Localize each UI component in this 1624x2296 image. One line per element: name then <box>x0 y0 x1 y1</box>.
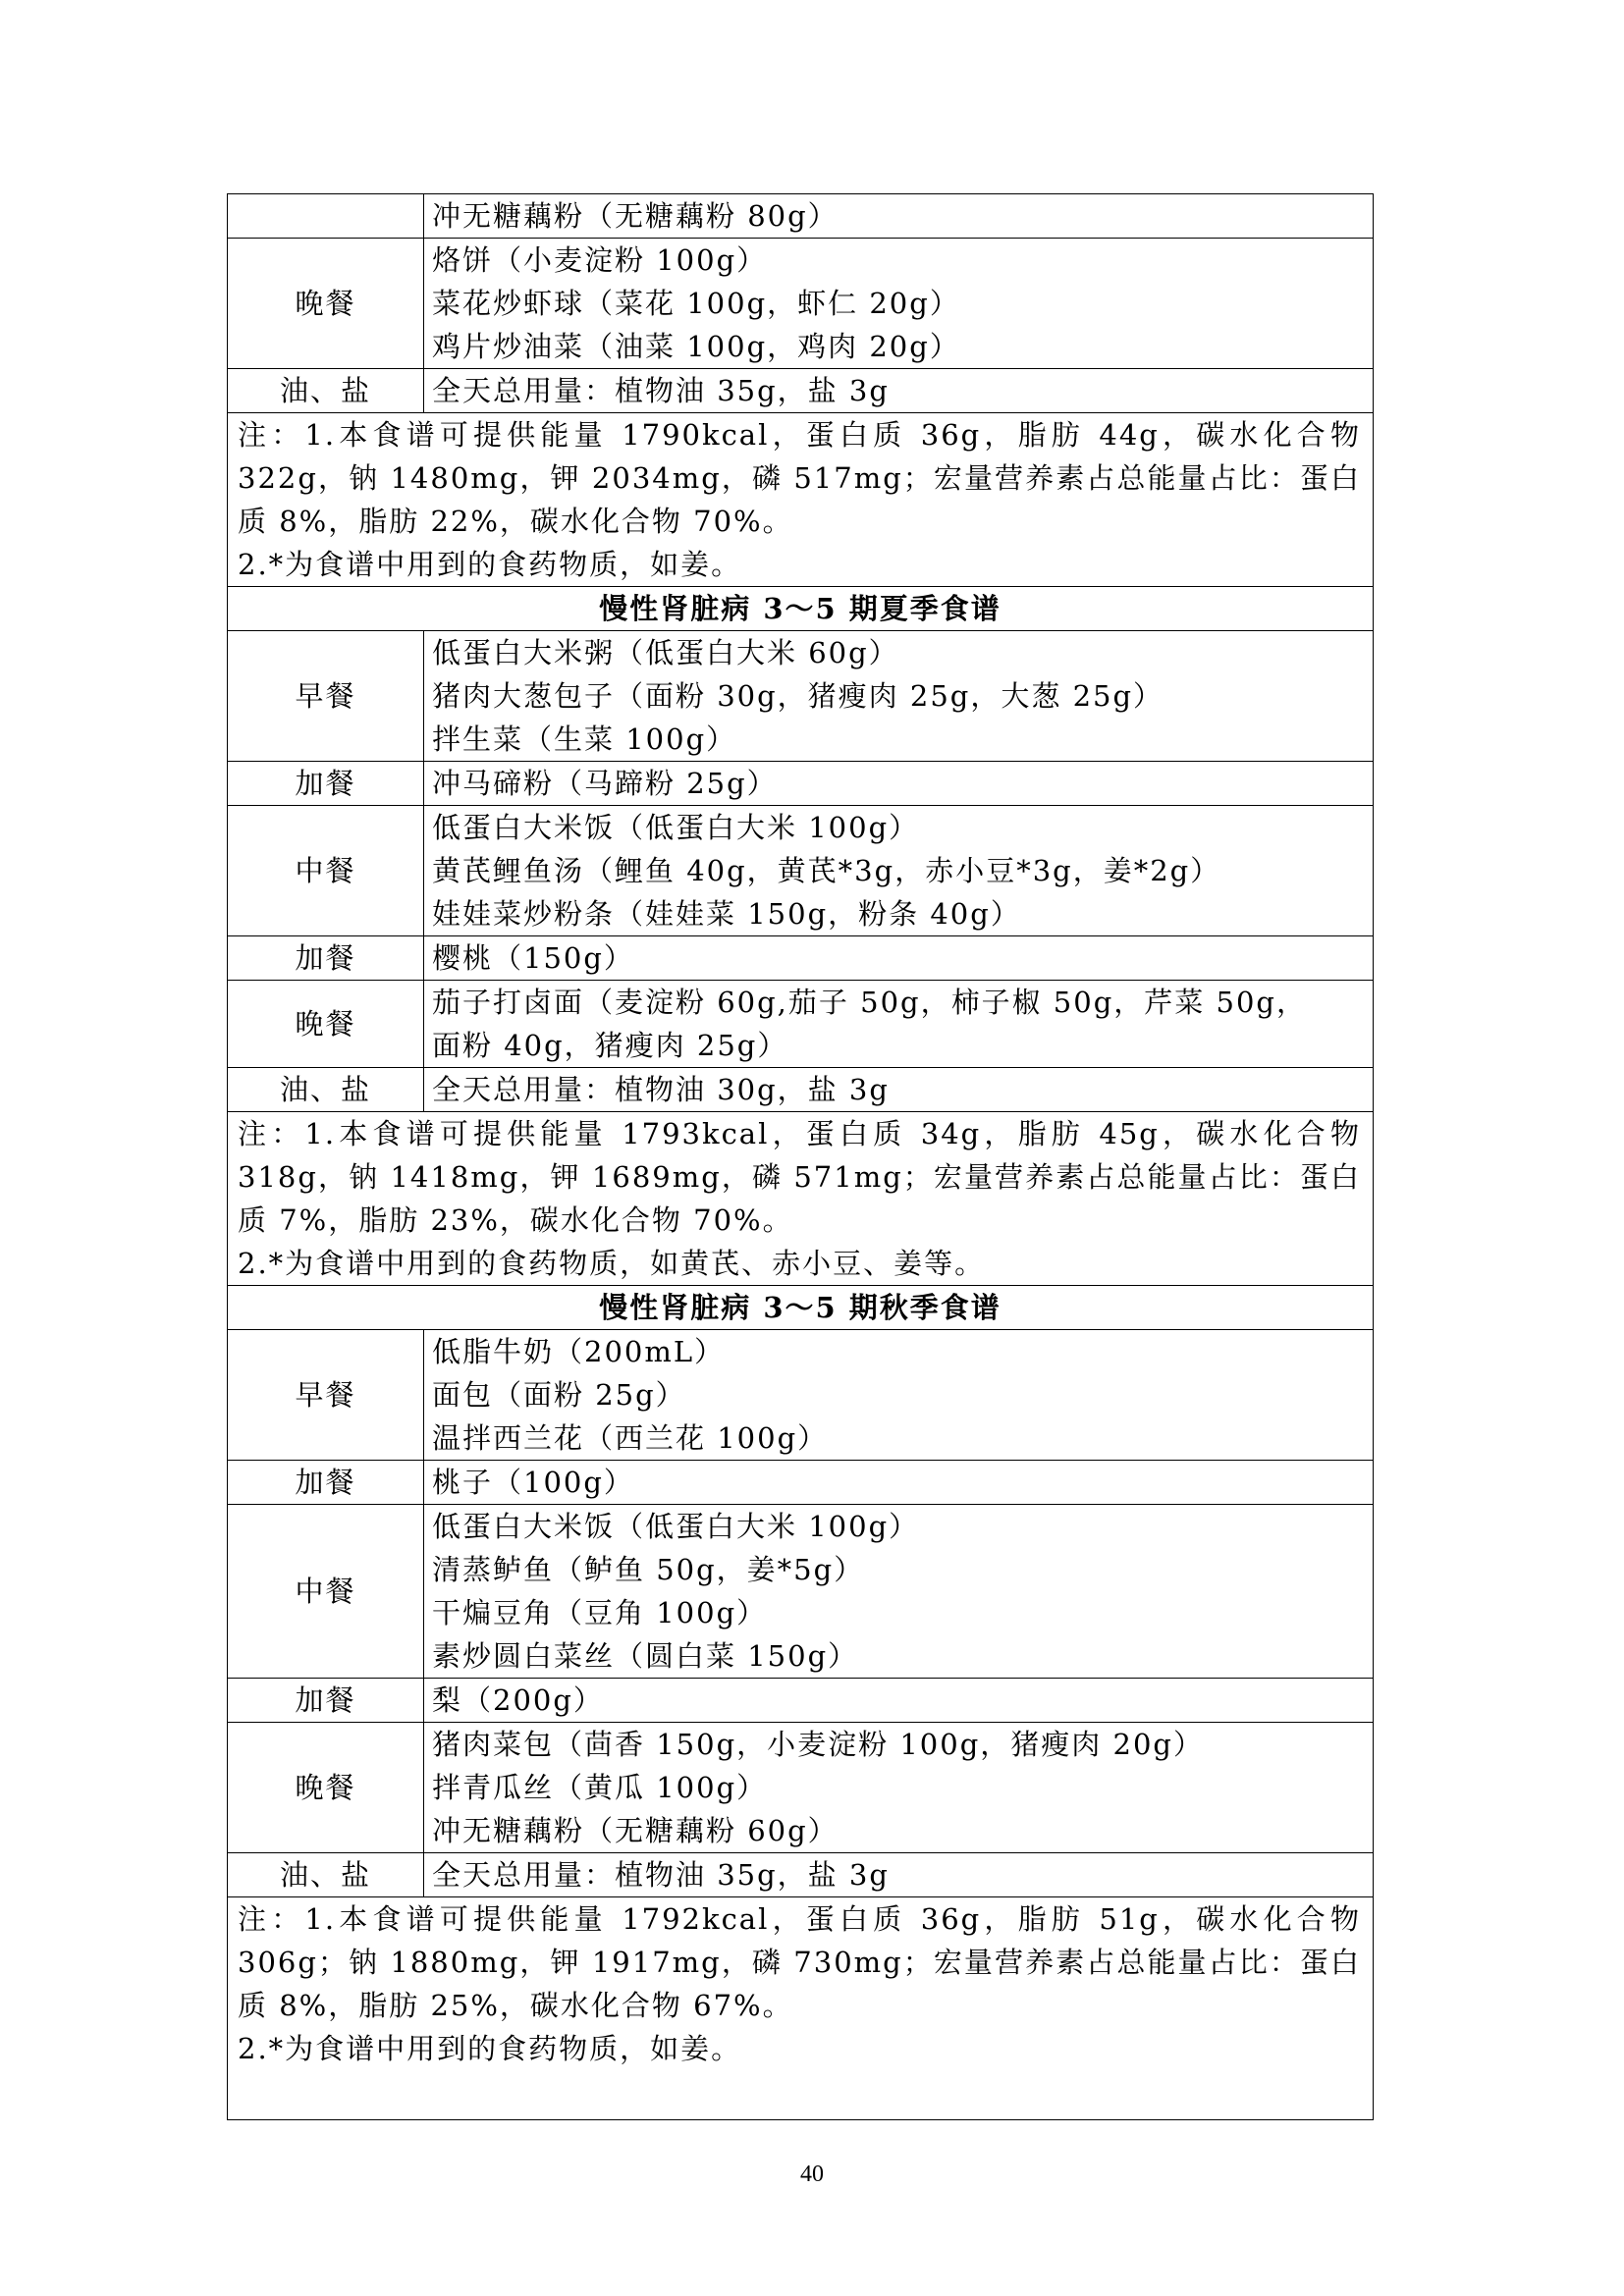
dish-item: 梨（200g） <box>432 1683 604 1717</box>
meal-items <box>424 1505 1374 1679</box>
meal-items <box>424 981 1374 1068</box>
dish-item: 猪肉大葱包子（面粉 30g，猪瘦肉 25g，大葱 25g） <box>432 679 1164 713</box>
meal-row <box>228 1505 1374 1679</box>
dish-item: 干煸豆角（豆角 100g） <box>432 1596 768 1629</box>
meal-items <box>424 369 1374 413</box>
section-title-row <box>228 1286 1374 1330</box>
dish-item: 鸡片炒油菜（油菜 100g，鸡肉 20g） <box>432 330 960 363</box>
note-row <box>228 1112 1374 1286</box>
meal-items <box>424 194 1374 239</box>
meal-row <box>228 981 1374 1068</box>
meal-row <box>228 1723 1374 1853</box>
dish-item: 全天总用量：植物油 35g，盐 3g <box>432 374 890 407</box>
note-row <box>228 1897 1374 2120</box>
meal-name: 油、盐 <box>228 1853 424 1897</box>
meal-items <box>424 239 1374 369</box>
dish-item: 低脂牛奶（200mL） <box>432 1335 726 1368</box>
dish-item: 冲马碲粉（马蹄粉 25g） <box>432 767 778 800</box>
dish-item: 拌青瓜丝（黄瓜 100g） <box>432 1771 768 1804</box>
meal-items <box>424 762 1374 806</box>
meal-items <box>424 806 1374 936</box>
meal-row <box>228 194 1374 239</box>
nutrition-note <box>228 1897 1374 2120</box>
section-title: 慢性肾脏病 3～5 期夏季食谱 <box>228 587 1374 631</box>
meal-name: 油、盐 <box>228 369 424 413</box>
section-title: 慢性肾脏病 3～5 期秋季食谱 <box>228 1286 1374 1330</box>
nutrition-note <box>228 413 1374 587</box>
note-paragraph: 2.*为食谱中用到的食药物质，如姜。 <box>238 548 742 581</box>
note-paragraph: 2.*为食谱中用到的食药物质，如黄芪、赤小豆、姜等。 <box>238 1247 986 1280</box>
dish-item: 素炒圆白菜丝（圆白菜 150g） <box>432 1639 859 1673</box>
meal-row <box>228 1461 1374 1505</box>
dish-item: 全天总用量：植物油 35g，盐 3g <box>432 1858 890 1892</box>
meal-items <box>424 936 1374 981</box>
meal-row <box>228 1330 1374 1461</box>
meal-items <box>424 1723 1374 1853</box>
meal-items <box>424 1461 1374 1505</box>
dish-item: 猪肉菜包（茴香 150g，小麦淀粉 100g，猪瘦肉 20g） <box>432 1728 1204 1761</box>
dish-item: 全天总用量：植物油 30g，盐 3g <box>432 1073 890 1106</box>
meal-name: 加餐 <box>228 762 424 806</box>
section-title-row <box>228 587 1374 631</box>
note-paragraph: 注：1.本食谱可提供能量 1792kcal，蛋白质 36g，脂肪 51g，碳水化合物 306g；钠 1880mg，钾 1917mg，磷 730mg；宏量营养素占总能量占比：蛋白质 8%，脂肪 25%，碳水化合物 67%。 <box>238 1902 1361 2022</box>
dish-item: 黄芪鲤鱼汤（鲤鱼 40g，黄芪*3g，赤小豆*3g，姜*2g） <box>432 854 1221 887</box>
recipe-table <box>227 193 1374 2120</box>
dish-item: 清蒸鲈鱼（鲈鱼 50g，姜*5g） <box>432 1553 865 1586</box>
dish-item: 茄子打卤面（麦淀粉 60g,茄子 50g，柿子椒 50g，芹菜 50g， <box>432 986 1307 1019</box>
dish-item: 菜花炒虾球（菜花 100g，虾仁 20g） <box>432 287 960 320</box>
meal-name: 早餐 <box>228 1330 424 1461</box>
meal-items <box>424 631 1374 762</box>
dish-item: 拌生菜（生菜 100g） <box>432 722 737 756</box>
meal-row <box>228 631 1374 762</box>
recipe-table-body <box>228 194 1374 2120</box>
meal-name: 中餐 <box>228 1505 424 1679</box>
meal-row <box>228 239 1374 369</box>
meal-row <box>228 1068 1374 1112</box>
meal-items <box>424 1679 1374 1723</box>
page-number: 40 <box>800 2162 824 2187</box>
meal-name: 晚餐 <box>228 981 424 1068</box>
meal-name: 加餐 <box>228 936 424 981</box>
meal-row <box>228 1679 1374 1723</box>
dish-item: 面粉 40g，猪瘦肉 25g） <box>432 1029 788 1062</box>
dish-item: 桃子（100g） <box>432 1466 634 1499</box>
meal-name: 晚餐 <box>228 1723 424 1853</box>
meal-items <box>424 1330 1374 1461</box>
dish-item: 面包（面粉 25g） <box>432 1378 686 1412</box>
dish-item: 烙饼（小麦淀粉 100g） <box>432 243 768 277</box>
dish-item: 娃娃菜炒粉条（娃娃菜 150g，粉条 40g） <box>432 897 1021 931</box>
meal-name: 加餐 <box>228 1461 424 1505</box>
meal-items <box>424 1853 1374 1897</box>
meal-name: 晚餐 <box>228 239 424 369</box>
meal-name <box>228 194 424 239</box>
meal-name: 早餐 <box>228 631 424 762</box>
dish-item: 冲无糖藕粉（无糖藕粉 80g） <box>432 199 839 233</box>
meal-row <box>228 1853 1374 1897</box>
meal-row <box>228 762 1374 806</box>
dish-item: 冲无糖藕粉（无糖藕粉 60g） <box>432 1814 839 1847</box>
meal-row <box>228 806 1374 936</box>
note-paragraph: 注：1.本食谱可提供能量 1790kcal，蛋白质 36g，脂肪 44g，碳水化合物 322g，钠 1480mg，钾 2034mg，磷 517mg；宏量营养素占总能量占比：蛋白质 8%，脂肪 22%，碳水化合物 70%。 <box>238 418 1361 538</box>
meal-row <box>228 936 1374 981</box>
meal-row <box>228 369 1374 413</box>
note-paragraph: 2.*为食谱中用到的食药物质，如姜。 <box>238 2032 742 2065</box>
dish-item: 温拌西兰花（西兰花 100g） <box>432 1421 829 1455</box>
meal-items <box>424 1068 1374 1112</box>
meal-name: 加餐 <box>228 1679 424 1723</box>
nutrition-note <box>228 1112 1374 1286</box>
dish-item: 樱桃（150g） <box>432 941 634 975</box>
note-row <box>228 413 1374 587</box>
meal-name: 油、盐 <box>228 1068 424 1112</box>
dish-item: 低蛋白大米饭（低蛋白大米 100g） <box>432 1510 920 1543</box>
dish-item: 低蛋白大米饭（低蛋白大米 100g） <box>432 811 920 844</box>
meal-name: 中餐 <box>228 806 424 936</box>
dish-item: 低蛋白大米粥（低蛋白大米 60g） <box>432 636 899 669</box>
note-paragraph: 注：1.本食谱可提供能量 1793kcal，蛋白质 34g，脂肪 45g，碳水化合物 318g，钠 1418mg，钾 1689mg，磷 571mg；宏量营养素占总能量占比：蛋白质 7%，脂肪 23%，碳水化合物 70%。 <box>238 1117 1361 1237</box>
